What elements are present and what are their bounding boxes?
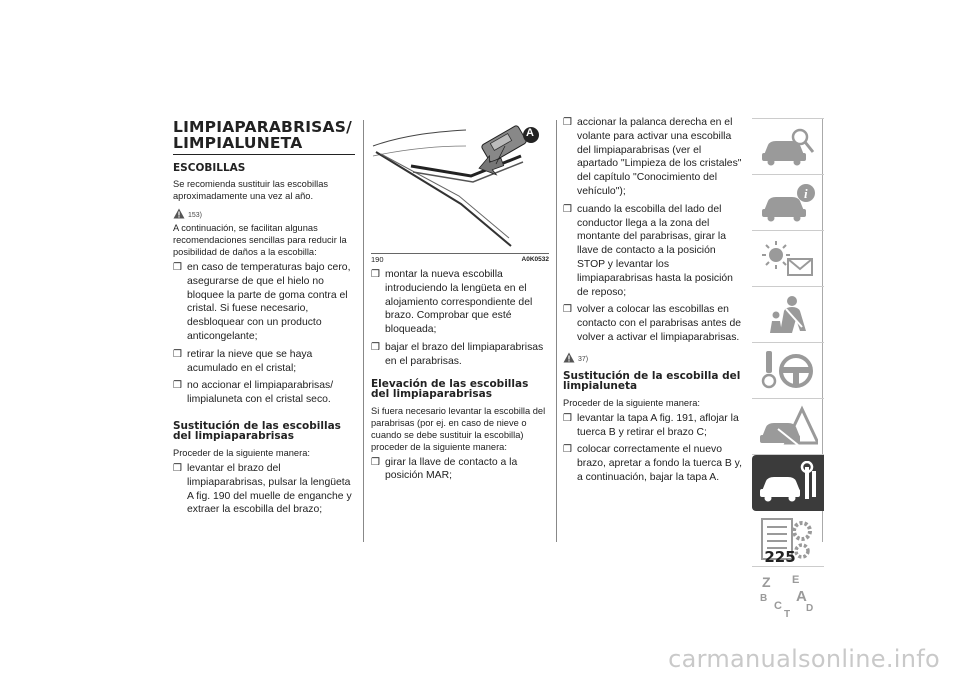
list-item-text: retirar la nieve que se haya acumulado en el cristal; [187, 348, 313, 374]
tab-emergency[interactable] [752, 399, 824, 455]
car-info-icon [758, 181, 818, 225]
bullet-checkbox-icon: ❒ [371, 456, 380, 468]
list-item-text: accionar la palanca derecha en el volante para activar una escobilla del limpiaparabrisas (ver el apartado "Limpieza de los cristales" del capítulo "Conocimiento del vehículo"); [577, 117, 742, 197]
tab-warning-lights[interactable] [752, 231, 824, 287]
bullet-checkbox-icon: ❒ [563, 304, 572, 316]
column-1 [173, 112, 355, 521]
column-divider-1 [363, 120, 364, 542]
bullet-checkbox-icon: ❒ [371, 269, 380, 280]
wiper-blade-illustration [371, 116, 549, 252]
warning-ref-number: 37) [578, 355, 589, 363]
list-item-text: bajar el brazo del limpiaparabrisas en el parabrisas. [385, 341, 544, 367]
section-intro: Proceder de la siguiente manera: [173, 447, 310, 458]
list-item [371, 341, 549, 369]
tab-alphabetical-index[interactable] [752, 567, 824, 622]
list-item-text: girar la llave de contacto a la posición MAR; [385, 456, 518, 482]
list-item-text: cuando la escobilla del lado del conductor llega a la zona del montante del parabrisas, girar la llave de contacto a la posición STOP y levantar los limpiaparabrisas hasta la posición de reposo; [577, 203, 733, 298]
bullet-checkbox-icon: ❒ [173, 262, 182, 273]
bullet-checkbox-icon: ❒ [563, 203, 572, 215]
list-item [563, 303, 743, 344]
list-item [173, 379, 355, 407]
warning-ref-number: 153) [188, 212, 203, 219]
watermark: carmanualsonline.info [668, 645, 940, 673]
recommendations-text: A continuación, se facilitan algunas recomendaciones sencillas para reducir la posibilidad de daños a la escobilla: [173, 223, 347, 257]
list-item [563, 412, 743, 440]
bullet-checkbox-icon: ❒ [173, 462, 182, 474]
figure-code: A0K0532 [521, 256, 549, 263]
page-title: LIMPIAPARABRISAS/ LIMPIALUNETA [173, 119, 355, 155]
list-item [371, 268, 549, 337]
bullet-checkbox-icon: ❒ [563, 444, 572, 456]
recommendations-list [173, 261, 355, 407]
list-item [173, 462, 355, 517]
tab-car-search[interactable] [752, 118, 824, 175]
bullet-checkbox-icon: ❒ [563, 412, 572, 424]
section-heading-escobillas: ESCOBILLAS [173, 162, 246, 174]
column-divider-2 [556, 120, 557, 542]
steps-list [173, 462, 355, 517]
alphabet-index-icon [758, 573, 818, 617]
list-item-text: levantar el brazo del limpiaparabrisas, pulsar la lengüeta A fig. 190 del muelle de enganche y extraer la escobilla del brazo; [187, 462, 352, 516]
steps-list [563, 116, 743, 345]
list-item-text: volver a colocar las escobillas en contacto con el parabrisas antes de volver a activar el limpiaparabrisas. [577, 304, 742, 343]
list-item-text: no accionar el limpiaparabrisas/ limpialuneta con el cristal seco. [187, 380, 334, 406]
column-2 [371, 116, 549, 487]
mount-steps-list [371, 268, 549, 369]
bullet-checkbox-icon: ❒ [173, 348, 182, 360]
figure-label-a: A [526, 127, 534, 139]
index-letter-c: C [774, 600, 782, 612]
intro-text: Se recomienda sustituir las escobillas aproximadamente una vez al año. [173, 179, 329, 201]
section-intro: Si fuera necesario levantar la escobilla del parabrisas (por ej. en caso de nieve o cuando se debe sustituir la escobilla) proceder de la siguiente manera: [371, 405, 546, 452]
column-3 [563, 116, 743, 489]
tab-safety[interactable] [752, 287, 824, 343]
chapter-sidebar [752, 118, 826, 622]
car-search-icon [758, 125, 818, 169]
figure-caption [371, 253, 549, 264]
warning-reference [173, 205, 355, 219]
bullet-checkbox-icon: ❒ [563, 117, 572, 128]
tab-car-info[interactable] [752, 175, 824, 231]
section-intro: Proceder de la siguiente manera: [563, 397, 700, 408]
figure-number: 190 [371, 255, 384, 264]
tab-key-steering[interactable] [752, 343, 824, 399]
safety-person-icon [758, 293, 818, 337]
warning-triangle-icon [173, 208, 185, 219]
list-item-text: levantar la tapa A fig. 191, aflojar la tuerca B y retirar el brazo C; [577, 412, 739, 438]
index-letter-e: E [792, 574, 800, 586]
section-heading-elevacion: Elevación de las escobillas del limpiaparabrisas [371, 377, 529, 401]
index-letter-a: A [796, 588, 807, 605]
key-steering-wheel-icon [758, 349, 818, 393]
index-letter-d: D [806, 603, 814, 614]
section-heading-sustitucion: Sustitución de las escobillas del limpiaparabrisas [173, 419, 341, 443]
warning-triangle-icon [563, 352, 575, 363]
index-letter-t: T [784, 609, 791, 617]
list-item [173, 348, 355, 376]
list-item [563, 203, 743, 300]
list-item [563, 116, 743, 199]
section-heading-limpialuneta: Sustitución de la escobilla del limpialuneta [563, 369, 741, 393]
list-item [371, 456, 549, 484]
warning-reference [563, 349, 743, 363]
bullet-checkbox-icon: ❒ [371, 341, 380, 353]
tab-maintenance[interactable] [752, 455, 824, 511]
warning-lights-icon [758, 237, 818, 281]
steps-list [371, 456, 549, 484]
car-emergency-icon [758, 405, 818, 449]
car-maintenance-icon [758, 461, 818, 505]
figure-190 [371, 116, 549, 264]
page-number: 225 [764, 548, 796, 566]
svg-text:i: i [804, 186, 808, 201]
steps-list [563, 412, 743, 485]
list-item [563, 443, 743, 484]
index-letter-z: Z [762, 574, 771, 590]
list-item-text: montar la nueva escobilla introduciendo la lengüeta en el alojamiento correspondiente del brazo. Comprobar que esté bloqueada; [385, 269, 533, 336]
list-item-text: en caso de temperaturas bajo cero, asegurarse de que el hielo no bloquee la parte de goma contra el cristal. Si fuese necesario, desbloquear con un producto anticongelante; [187, 262, 351, 342]
list-item-text: colocar correctamente el nuevo brazo, apretar a fondo la tuerca B y, a continuación, bajar la tapa A. [577, 444, 742, 483]
list-item [173, 261, 355, 344]
index-letter-b: B [760, 593, 768, 604]
bullet-checkbox-icon: ❒ [173, 380, 182, 392]
